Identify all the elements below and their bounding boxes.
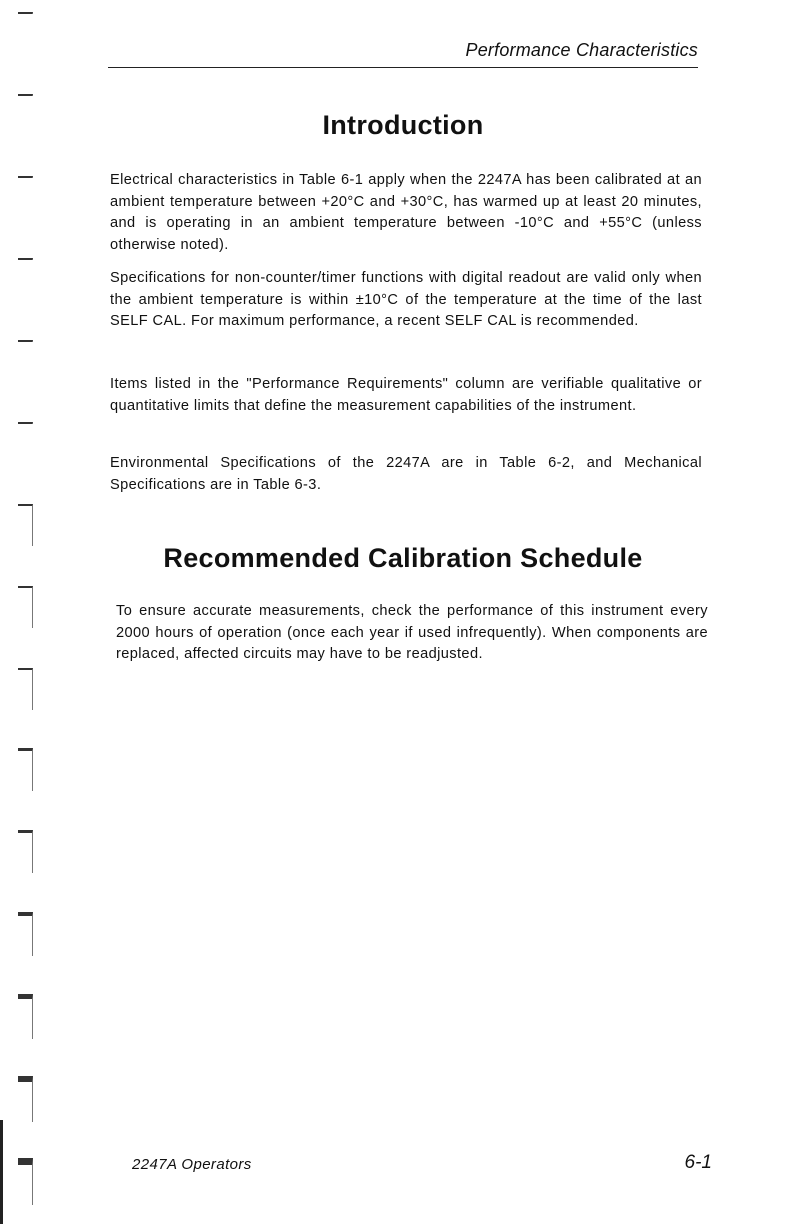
calibration-heading: Recommended Calibration Schedule [163, 543, 643, 573]
intro-paragraph: Electrical characteristics in Table 6-1 apply when the 2247A has been calibrated at an ambient temperature between +20°C and +30°C, has warmed up at least 20 minutes, and is operating in an ambient temperature between -10°C and +55°C (unless otherwise noted). [110, 172, 702, 253]
binding-mark [18, 422, 33, 424]
footer-page-number: 6-1 [684, 1152, 712, 1173]
binding-mark [18, 912, 33, 956]
binding-mark [18, 994, 33, 1039]
binding-mark [18, 94, 33, 96]
introduction-heading: Introduction [322, 110, 484, 140]
footer-manual-name: 2247A Operators [132, 1156, 252, 1173]
binding-margin [0, 0, 48, 1224]
header-rule [108, 67, 698, 68]
binding-mark [18, 504, 33, 546]
calibration-paragraph: To ensure accurate measurements, check the performance of this instrument every 2000 hours of operation (once each year if used infrequently). When components are replaced, affected circuits may have to be readjusted. [116, 603, 708, 662]
binding-mark [18, 830, 33, 873]
intro-paragraph: Environmental Specifications of the 2247A are in Table 6-2, and Mechanical Specifications are in Table 6-3. [110, 455, 702, 493]
binding-mark [18, 176, 33, 178]
binding-mark [18, 1158, 33, 1205]
binding-mark [18, 668, 33, 710]
binding-mark [18, 748, 33, 791]
page-edge [0, 1120, 3, 1224]
binding-mark [18, 340, 33, 342]
binding-mark [18, 12, 33, 14]
binding-mark [18, 1076, 33, 1122]
intro-paragraph: Items listed in the "Performance Requirements" column are verifiable qualitative or quantitative limits that define the measurement capabilities of the instrument. [110, 376, 702, 414]
intro-paragraph: Specifications for non-counter/timer functions with digital readout are valid only when the ambient temperature is within ±10°C of the temperature at the time of the last SELF CAL. For maximum performance, a recent SELF CAL is recommended. [110, 270, 702, 329]
binding-mark [18, 258, 33, 260]
binding-mark [18, 586, 33, 628]
running-header: Performance Characteristics [465, 40, 698, 60]
